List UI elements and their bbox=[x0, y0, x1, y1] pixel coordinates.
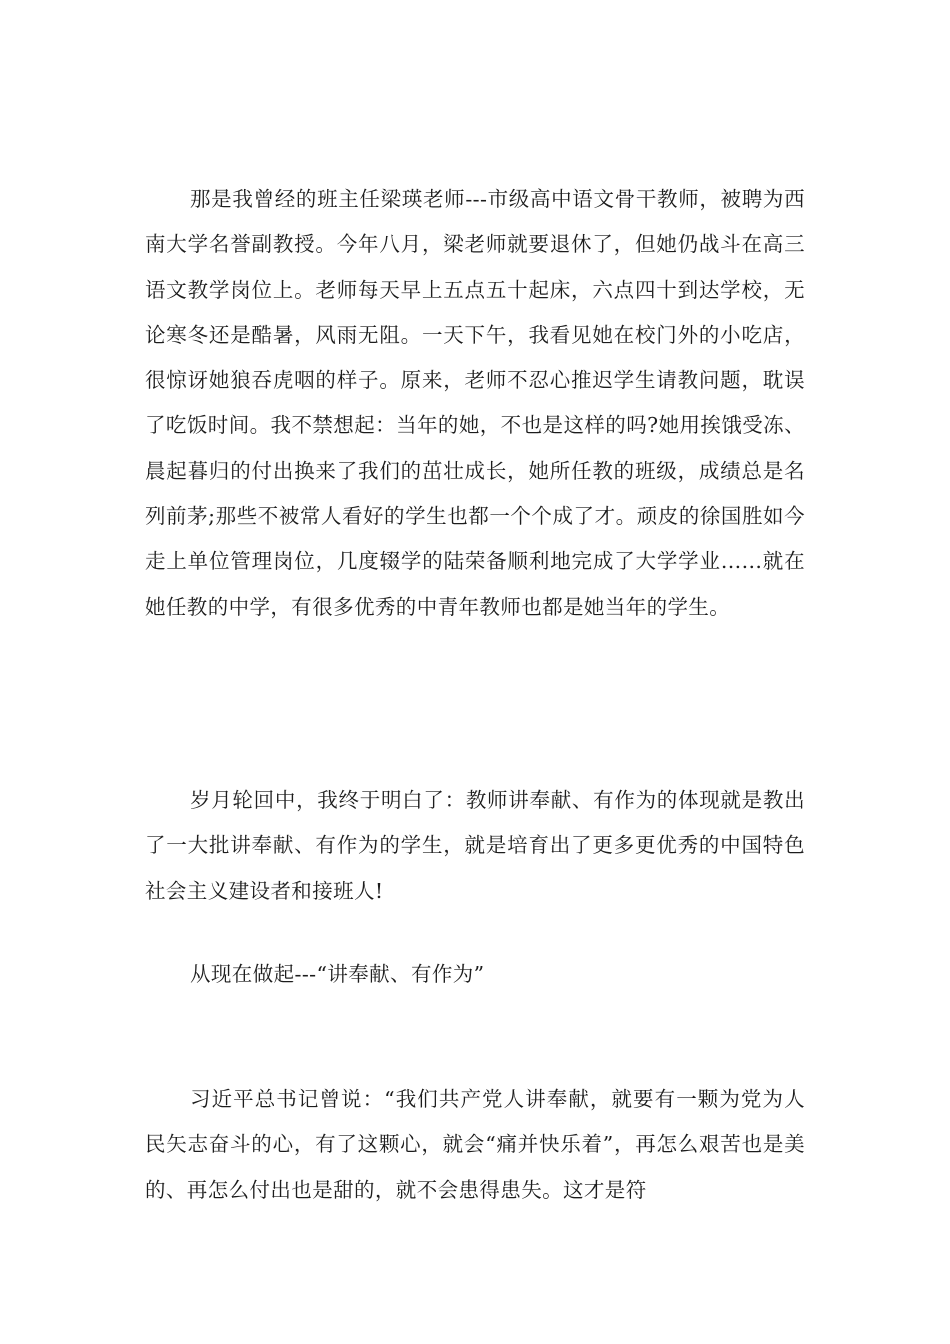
section-heading: 从现在做起---“讲奉献、有作为” bbox=[190, 962, 485, 986]
body-paragraph: 那是我曾经的班主任梁瑛老师---市级高中语文骨干教师，被聘为西南大学名誉副教授。今年八月，梁老师就要退休了，但她仍战斗在高三语文教学岗位上。老师每天早上五点五十起床，六点四十到达学校，无论寒冬还是酷暑，风雨无阻。一天下午，我看见她在校门外的小吃店，很惊讶她狼吞虎咽的样子。原来，老师不忍心推迟学生请教问题，耽误了吃饭时间。我不禁想起：当年的她，不也是这样的吗?她用挨饿受冻、晨起暮归的付出换来了我们的茁壮成长，她所任教的班级，成绩总是名列前茅;那些不被常人看好的学生也都一个个成了才。顽皮的徐国胜如今走上单位管理岗位，几度辍学的陆荣备顺利地完成了大学学业......就在她任教的中学，有很多优秀的中青年教师也都是她当年的学生。 bbox=[145, 187, 805, 619]
body-paragraph: 岁月轮回中，我终于明白了：教师讲奉献、有作为的体现就是教出了一大批讲奉献、有作为的学生，就是培育出了更多更优秀的中国特色社会主义建设者和接班人! bbox=[145, 788, 805, 903]
body-paragraph: 习近平总书记曾说：“我们共产党人讲奉献，就要有一颗为党为人民矢志奋斗的心，有了这颗心，就会“痛并快乐着”，再怎么艰苦也是美的、再怎么付出也是甜的，就不会患得患失。这才是符 bbox=[145, 1087, 805, 1202]
